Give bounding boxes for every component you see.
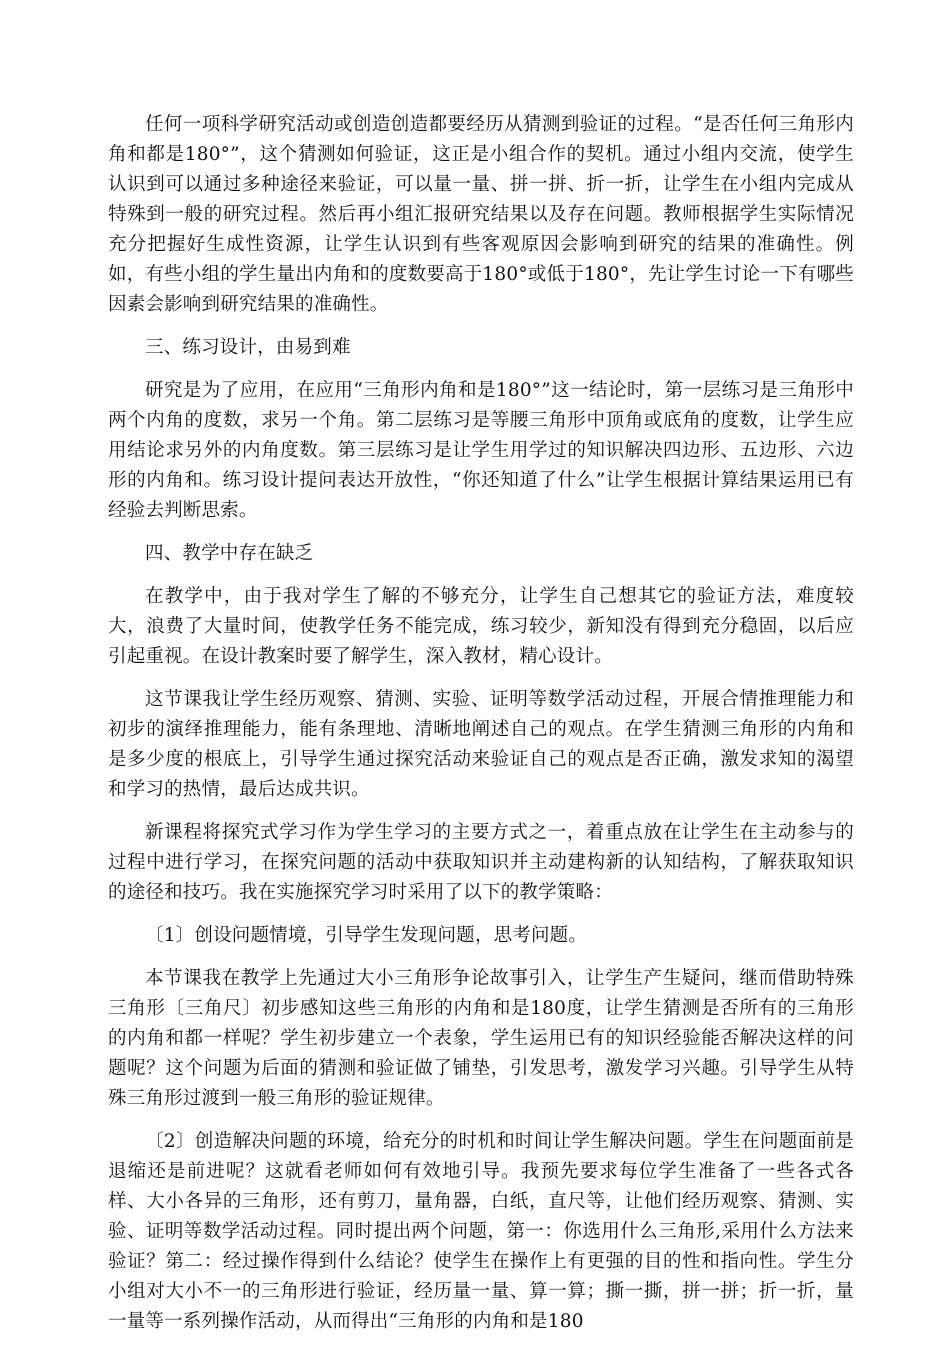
paragraph-lesson-process: 这节课我让学生经历观察、猜测、实验、证明等数学活动过程，开展合情推理能力和初步的演绎推理能力，能有条理地、清晰地阐述自己的观点。在学生猜测三角形的内角和是多少度的根底上，引导学生通过探究活动来验证自己的观点是否正确，激发求知的渴望和学习的热情，最后达成共识。 xyxy=(108,689,854,800)
document-body xyxy=(108,110,854,1350)
section-heading-practice-design: 三、练习设计，由易到难 xyxy=(145,337,351,358)
paragraph-inquiry-learning: 新课程将探究式学习作为学生学习的主要方式之一，着重点放在让学生在主动参与的过程中进行学习，在探究问题的活动中获取知识并主动建构新的认知结构，了解获取知识的途径和技巧。我在实施探究学习时采用了以下的教学策略： xyxy=(108,822,854,903)
paragraph-strategy-2: 〔2〕创造解决问题的环境，给充分的时机和时间让学生解决问题。学生在问题面前是退缩还是前进呢？这就看老师如何有效地引导。我预先要求每位学生准备了一些各式各样、大小各异的三角形，还有剪刀，量角器，白纸，直尺等，让他们经历观察、猜测、实验、证明等数学活动过程。同时提出两个问题，第一：你选用什么三角形,采用什么方法来验证？第二：经过操作得到什么结论？使学生在操作上有更强的目的性和指向性。学生分小组对大小不一的三角形进行验证，经历量一量、算一算；撕一撕，拼一拼；折一折，量一量等一系列操作活动，从而得出“三角形的内角和是180 xyxy=(108,1131,854,1332)
paragraph-strategy-1: 本节课我在教学上先通过大小三角形争论故事引入，让学生产生疑问，继而借助特殊三角形〔三角尺〕初步感知这些三角形的内角和是180度，让学生猜测是否所有的三角形的内角和都一样呢？学生初步建立一个表象，学生运用已有的知识经验能否解决这样的问题呢？这个问题为后面的猜测和验证做了铺垫，引发思考，激发学习兴趣。引导学生从特殊三角形过渡到一般三角形的验证规律。 xyxy=(108,968,854,1109)
section-heading-shortcomings: 四、教学中存在缺乏 xyxy=(145,543,314,564)
strategy-heading-1: 〔1〕创设问题情境，引导学生发现问题，思考问题。 xyxy=(145,925,588,946)
paragraph-shortcomings: 在教学中，由于我对学生了解的不够充分，让学生自己想其它的验证方法，难度较大，浪费了大量时间，使教学任务不能完成，练习较少，新知没有得到充分稳固，以后应引起重视。在设计教案时要了解学生，深入教材，精心设计。 xyxy=(108,586,854,667)
paragraph-practice-design: 研究是为了应用，在应用“三角形内角和是180°”这一结论时，第一层练习是三角形中两个内角的度数，求另一个角。第二层练习是等腰三角形中顶角或底角的度数，让学生应用结论求另外的内角度数。第三层练习是让学生用学过的知识解决四边形、五边形、六边形的内角和。练习设计提问表达开放性，“你还知道了什么”让学生根据计算结果运用已有经验去判断思索。 xyxy=(108,380,854,521)
paragraph-verification: 任何一项科学研究活动或创造创造都要经历从猜测到验证的过程。“是否任何三角形内角和都是180°”，这个猜测如何验证，这正是小组合作的契机。通过小组内交流，使学生认识到可以通过多种途径来验证，可以量一量、拼一拼、折一折，让学生在小组内完成从特殊到一般的研究过程。然后再小组汇报研究结果以及存在问题。教师根据学生实际情况充分把握好生成性资源，让学生认识到有些客观原因会影响到研究的结果的准确性。例如，有些小组的学生量出内角和的度数要高于180°或低于180°，先让学生讨论一下有哪些因素会影响到研究结果的准确性。 xyxy=(108,114,854,315)
